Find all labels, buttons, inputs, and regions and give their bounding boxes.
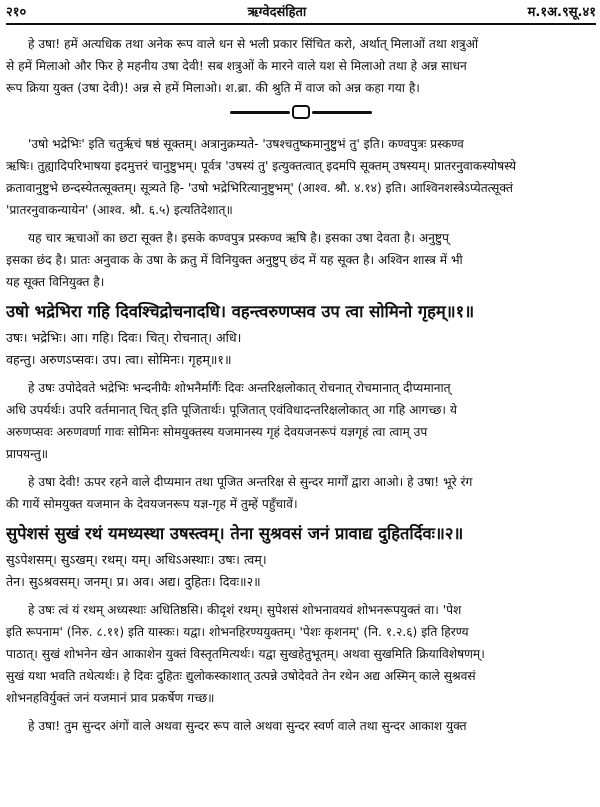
text-line: हे उषा देवी! ऊपर रहने वाले दीप्यमान तथा पूजित अन्तरिक्ष से सुन्दर मार्गों द्वारा आओ। हे उषा! भूरे रंग [28, 475, 473, 489]
divider-bar [312, 111, 372, 114]
section-divider [6, 105, 596, 119]
text-line: से हमें मिलाओ और फिर हे महनीय उषा देवी! सब शत्रुओं के मारने वाले यश से मिलाओ तथा हे अन्न साधन [6, 59, 467, 73]
divider-ornament [292, 105, 310, 119]
sukta-reference: म.१अ.९सू.४१ [527, 5, 596, 20]
intro-paragraph [6, 33, 596, 99]
sanskrit-intro-paragraph [6, 133, 596, 221]
text-line: शोभनहविर्युक्तं जनं यजमानं प्राव प्रकर्षेण गच्छ॥ [6, 691, 215, 705]
text-line: प्रापयन्तु॥ [6, 447, 49, 461]
verse-1-mantra: उषो भद्रेभिरा गहि दिवश्चिद्रोचनादधि। वहन्त्वरुणप्सव उप त्वा सोमिनो गृहम्॥१॥ [6, 302, 475, 321]
text-line: हे उषः उपोदेवते भद्रेभिः भन्दनीयैः शोभनैर्मार्गैः दिवः अन्तरिक्षलोकात् रोचनात् रोचमानात् दीप्यमानात् [28, 381, 451, 395]
hindi-intro-paragraph [6, 227, 596, 293]
text-line: रूप क्रिया युक्त (उषा देवी)! अन्न से हमें मिलाओ। श.ब्रा. की श्रुति में वाज को अन्न कहा गया है। [6, 81, 420, 95]
verse-2-hindi [6, 715, 596, 737]
text-line: हे उषा! तुम सुन्दर अंगों वाले अथवा सुन्दर रूप वाले अथवा सुन्दर स्वर्ण वाले तथा सुन्दर आकाश युक्त [28, 719, 467, 733]
verse-2-mantra: सुपेशसं सुखं रथं यमध्यस्था उषस्त्वम्। तेना सुश्रवसं जनं प्रावाद्य दुहितर्दिवः॥२॥ [6, 524, 464, 543]
divider-bar [230, 111, 290, 114]
text-line: की गायें सोमयुक्त यजमान के देवयजनरूप यज्ञ-गृह में तुम्हें पहुँचावें। [6, 497, 298, 511]
text-line: यह चार ऋचाओं का छटा सूक्त है। इसके कण्वपुत्र प्रस्कण्व ऋषि है। इसका उषा देवता है। अनुष्टुप् [28, 231, 449, 245]
text-line: 'उषो भद्रेभिः' इति चतुर्ऋचं षष्ठं सूक्तम्। अत्रानुक्रम्यते- 'उषश्चतुष्कमानुष्टुभं तु' इति। कण्वपुत्रः प्रस्कण्व [28, 137, 464, 151]
pada-line: वहन्तु। अरुणऽप्सवः। उप। त्वा। सोमिनः। गृहम्॥१॥ [6, 352, 232, 367]
text-line: सुखं यथा भवति तथेत्यर्थः। हे दिवः दुहितः द्युलोकस्काशात् उत्पन्ने उषोदेवते तेन रथेन अद्य अस्मिन् काले सुश्रवसं [6, 669, 476, 683]
pada-line: सुऽपेशसम्। सुऽखम्। रथम्। यम्। अधिऽअस्थाः। उषः। त्वम्। [6, 552, 267, 567]
text-line: पाठात्। सुखं शोभनेन खेन आकाशेन युक्तं विस्तृतमित्यर्थः। यद्वा सुखहेतुभूतम्। अथवा सुखमिति क्रियाविशेषणम्। [6, 647, 485, 661]
page-number: २१० [6, 5, 27, 20]
book-title: ऋग्वेदसंहिता [247, 5, 307, 20]
text-line: 'प्रातरनुवाकन्यायेन' (आश्व. श्रौ. ६.५) इत्यतिदेशात्॥ [6, 203, 233, 217]
verse-1-hindi [6, 471, 596, 515]
page-header [6, 0, 596, 25]
text-line: क्रतावानुष्टुभे छन्दस्येतत्सूक्तम्। सूत्र्यते हि- 'उषो भद्रेभिरित्यानुष्टुभम्' (आश्व. श्रौ. ४.१४) इति। आश्विनशस्त्रेऽप्येतत्सूक्तं [6, 181, 513, 195]
verse-2-commentary [6, 599, 596, 709]
text-line: इति रूपनाम' (निरु. ८.११) इति यास्कः। यद्वा। शोभनहिरण्ययुक्तम्। 'पेशः कृशनम्' (नि. १.२.६) इति हिरण्य [6, 625, 469, 639]
text-line: इसका छंद है। प्रातः अनुवाक के उषा के क्रतु में विनियुक्त अनुष्टुप् छंद में यह सूक्त है। अश्विन शास्त्र में भी [6, 253, 463, 267]
text-line: ऋषिः। तुह्यादिपरिभाषया इदमुत्तरं चानुष्टुभम्। पूर्वत्र 'उषस्यं तु' इत्युक्तत्वात् इदमपि सूक्तम् उषस्यम्। प्रातरनुवाकस्योषस्ये [6, 159, 517, 173]
pada-line: उषः। भद्रेभिः। आ। गहि। दिवः। चित्। रोचनात्। अधि। [6, 330, 242, 345]
verse-2-padapatha [6, 549, 596, 593]
verse-1-commentary [6, 377, 596, 465]
text-line: हे उषः त्वं यं रथम् अध्यस्थाः अधितिष्ठसि। कीदृशं रथम्। सुपेशसं शोभनावयवं शोभनरूपयुक्तं वा। 'पेश [28, 603, 462, 617]
text-line: अरुणप्सवः अरुणवर्णा गावः सोमिनः सोमयुक्तस्य यजमानस्य गृहं देवयजनरूपं यज्ञगृहं त्वा त्वाम् उप [6, 425, 428, 439]
pada-line: तेन। सुऽश्रवसम्। जनम्। प्र। अव। अद्य। दुहितः। दिवः॥२॥ [6, 574, 261, 589]
verse-1-padapatha [6, 327, 596, 371]
text-line: यह सूक्त विनियुक्त है। [6, 275, 105, 289]
text-line: अधि उपर्यर्थः। उपरि वर्तमानात् चित् इति पूजितार्थः। पूजितात् एवंविधादन्तरिक्षलोकात् आ गहि आगच्छ। ये [6, 403, 457, 417]
text-line: हे उषा! हमें अत्यधिक तथा अनेक रूप वाले धन से भली प्रकार सिंचित करो, अर्थात् मिलाओं तथा शत्रुओं [28, 37, 479, 51]
